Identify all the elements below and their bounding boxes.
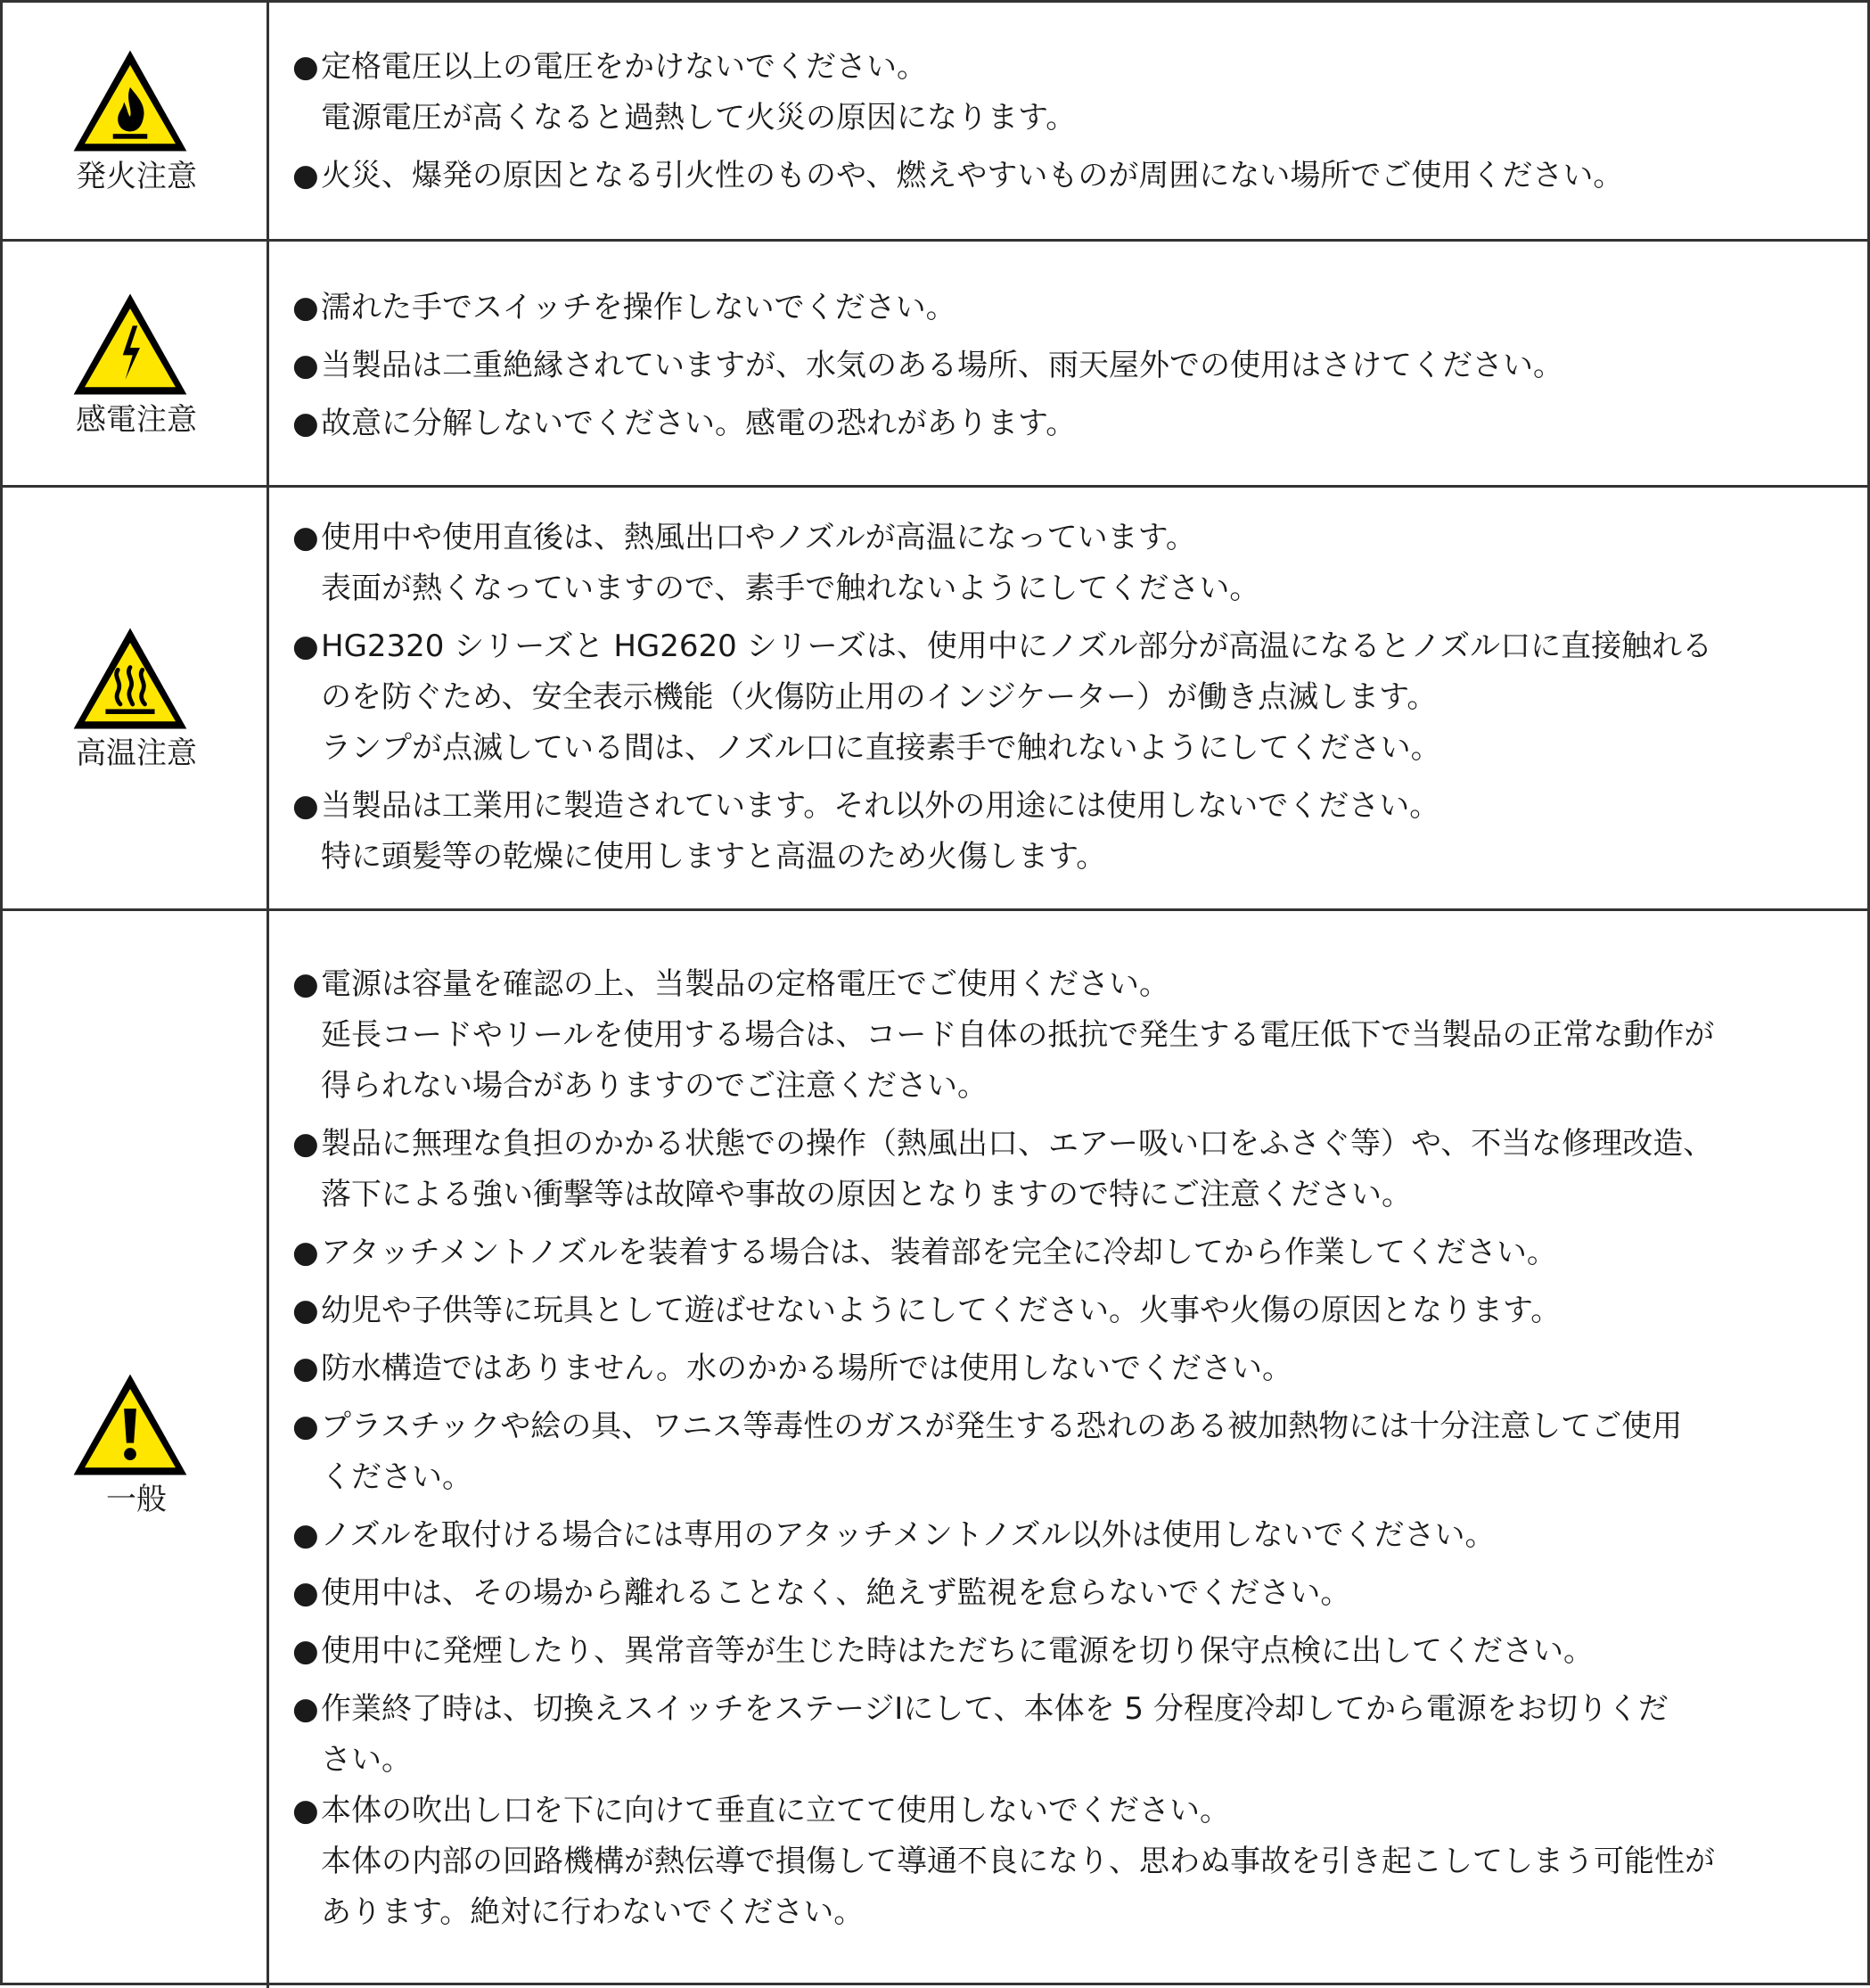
hot-surface-warning-icon [69,623,192,734]
section-label: 高温注意 [76,735,197,771]
item-line: 製品に無理な負担のかかる状態での操作（熱風出口、エアー吸い口をふさぐ等）や、不当な修理改造、 [321,1126,1714,1162]
list-item [292,959,1857,1112]
list-item [292,1568,1857,1619]
item-line: 濡れた手でスイッチを操作しないでください。 [321,290,956,325]
icon-cell [3,488,267,911]
list-item [292,1786,1857,1938]
item-line: 電源は容量を確認の上、当製品の定格電圧でご使用ください。 [321,966,1169,1002]
section-text [292,283,1857,449]
list-item [292,151,1857,201]
item-line: ください。 [321,1459,472,1495]
list-item [292,398,1857,449]
list-item [292,621,1857,774]
list-item [292,1343,1857,1394]
list-item [292,1401,1857,1503]
item-line: ランプが点滅している間は、ノズル口に直接素手で触れないようにしてください。 [321,730,1441,766]
item-line: 防水構造ではありません。水のかかる場所では使用しないでください。 [321,1351,1293,1386]
section-label: 一般 [106,1482,167,1517]
item-line: ノズルを取付ける場合には専用のアタッチメントノズル以外は使用しないでください。 [321,1517,1496,1553]
item-line: 当製品は二重絶縁されていますが、水気のある場所、雨天屋外での使用はさけてください。 [321,348,1563,383]
item-line: のを防ぐため、安全表示機能（火傷防止用のインジケーター）が働き点滅します。 [321,679,1438,715]
bullet: ● [292,966,319,1002]
item-line: 作業終了時は、切換えスイッチをステージⅠにして、本体を 5 分程度冷却してから電源をお切りくだ [321,1691,1669,1727]
item-line: 幼児や子供等に玩具として遊ばせないようにしてください。火事や火傷の原因となります。 [321,1293,1562,1328]
bullet: ● [292,1691,319,1727]
list-item [292,1228,1857,1278]
item-line: 落下による強い衝撃等は故障や事故の原因となりますので特にご注意ください。 [321,1177,1412,1212]
list-item [292,1119,1857,1220]
section-hot [3,485,1870,911]
item-line: あります。絶対に行わないでください。 [321,1894,865,1930]
section-text [292,959,1857,1938]
bullet: ● [292,348,319,383]
list-item [292,781,1857,883]
bullet: ● [292,1793,319,1828]
section-text [292,513,1857,883]
general-caution-icon [69,1369,192,1480]
item-line: アタッチメントノズルを装着する場合は、装着部を完全に冷却してから作業してください。 [321,1235,1557,1270]
bullet: ● [292,406,319,441]
bullet: ● [292,1517,319,1553]
list-item [292,1286,1857,1336]
section-fire [3,3,1870,242]
item-line: 特に頭髪等の乾燥に使用しますと高温のため火傷します。 [321,839,1107,875]
bullet: ● [292,49,319,85]
bullet: ● [292,1351,319,1386]
bullet: ● [292,1235,319,1270]
list-item [292,1684,1857,1786]
item-line: 電源電圧が高くなると過熱して火災の原因になります。 [321,100,1077,136]
bullet: ● [292,788,319,824]
bullet: ● [292,520,319,555]
item-line: 使用中に発煙したり、異常音等が生じた時はただちに電源を切り保守点検に出してください。 [321,1633,1594,1669]
section-general [3,908,1870,1988]
item-line: 得られない場合がありますのでご注意ください。 [321,1068,988,1104]
section-electric [3,239,1870,487]
bullet: ● [292,1575,319,1611]
bullet: ● [292,1126,319,1162]
item-line: 表面が熱くなっていますので、素手で触れないようにしてください。 [321,571,1260,606]
item-line: 本体の内部の回路機構が熱伝導で損傷して導通不良になり、思わぬ事故を引き起こしてしまう可能性が [321,1844,1715,1879]
section-label: 感電注意 [76,402,197,438]
item-line: さい。 [321,1742,412,1778]
icon-cell [3,242,267,487]
item-line: 延長コードやリールを使用する場合は、コード自体の抵抗で発生する電圧低下で当製品の正常な動作が [321,1017,1715,1053]
item-line: HG2320 シリーズと HG2620 シリーズは、使用中にノズル部分が高温になるとノズル口に直接触れる [321,628,1713,664]
list-item [292,513,1857,614]
bullet: ● [292,290,319,325]
bullet: ● [292,158,319,193]
item-line: 火災、爆発の原因となる引火性のものや、燃えやすいものが周囲にない場所でご使用ください。 [321,158,1624,193]
section-text [292,42,1857,201]
list-item [292,341,1857,391]
section-label: 発火注意 [76,159,197,194]
bullet: ● [292,1633,319,1669]
item-line: 使用中は、その場から離れることなく、絶えず監視を怠らないでください。 [321,1575,1351,1611]
fire-warning-icon [69,45,192,156]
bullet: ● [292,628,319,664]
list-item [292,42,1857,144]
list-item [292,283,1857,333]
icon-cell [3,3,267,242]
bullet: ● [292,1293,319,1328]
list-item [292,1510,1857,1561]
item-line: 当製品は工業用に製造されています。それ以外の用途には使用しないでください。 [321,788,1440,824]
item-line: 定格電圧以上の電圧をかけないでください。 [321,49,927,85]
item-line: 故意に分解しないでください。感電の恐れがあります。 [321,406,1077,441]
bullet: ● [292,1409,319,1444]
item-line: プラスチックや絵の具、ワニス等毒性のガスが発生する恐れのある被加熱物には十分注意してご使用 [321,1409,1683,1444]
icon-cell [3,911,267,1988]
item-line: 本体の吹出し口を下に向けて垂直に立てて使用しないでください。 [321,1793,1230,1828]
list-item [292,1626,1857,1677]
item-line: 使用中や使用直後は、熱風出口やノズルが高温になっています。 [321,520,1196,555]
electric-shock-warning-icon [69,289,192,399]
